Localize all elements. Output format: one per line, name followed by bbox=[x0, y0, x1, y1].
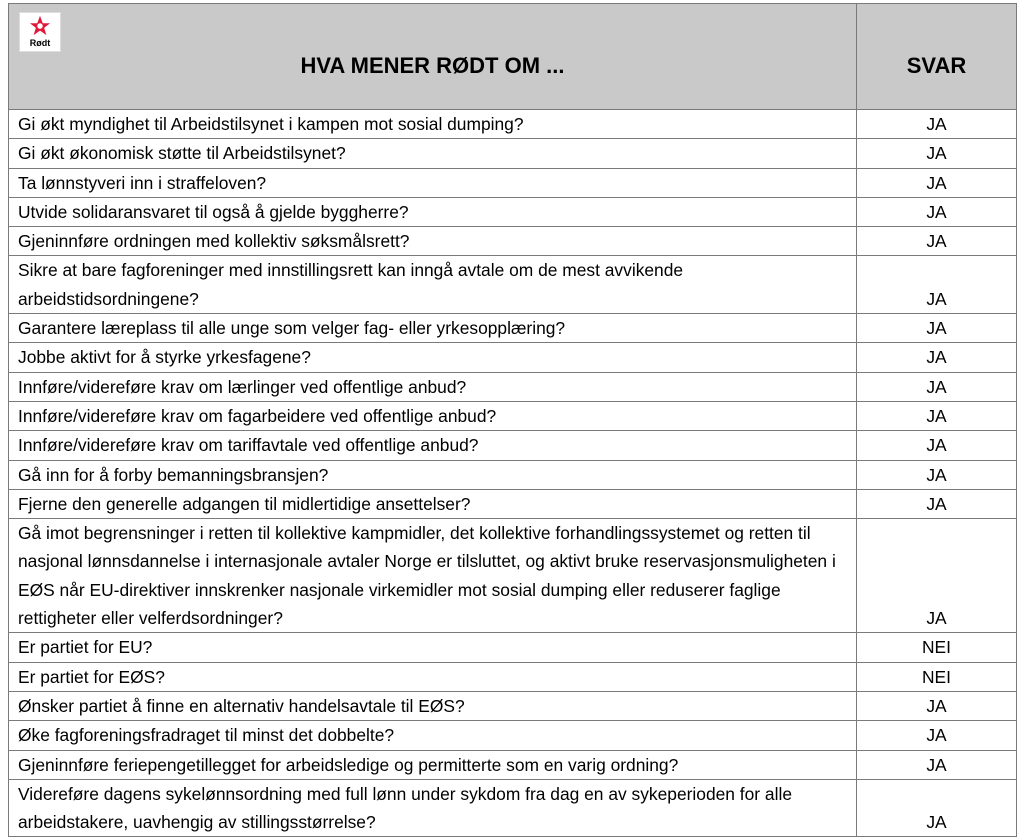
table-row bbox=[9, 110, 1017, 139]
question-cell: Jobbe aktivt for å styrke yrkesfagene? bbox=[9, 343, 857, 372]
table-row bbox=[9, 343, 1017, 372]
table-row bbox=[9, 460, 1017, 489]
answer-cell: JA bbox=[857, 168, 1017, 197]
table-row bbox=[9, 372, 1017, 401]
answer-cell: JA bbox=[857, 314, 1017, 343]
question-cell: Er partiet for EØS? bbox=[9, 662, 857, 691]
table-row bbox=[9, 662, 1017, 691]
table-row bbox=[9, 168, 1017, 197]
table-row bbox=[9, 633, 1017, 662]
question-cell: Gå inn for å forby bemanningsbransjen? bbox=[9, 460, 857, 489]
red-star-icon bbox=[29, 15, 51, 37]
question-column-header bbox=[9, 4, 857, 110]
question-cell: Utvide solidaransvaret til også å gjelde byggherre? bbox=[9, 197, 857, 226]
logo-text: Rødt bbox=[29, 38, 51, 48]
answer-cell: JA bbox=[857, 460, 1017, 489]
table-row bbox=[9, 779, 1017, 837]
table-row bbox=[9, 197, 1017, 226]
question-cell: Sikre at bare fagforeninger med innstillingsrett kan inngå avtale om de mest avvikende arbeidstidsordningene? bbox=[9, 256, 857, 314]
rodt-logo bbox=[19, 12, 61, 52]
table-row bbox=[9, 721, 1017, 750]
question-cell: Innføre/videreføre krav om lærlinger ved offentlige anbud? bbox=[9, 372, 857, 401]
answer-cell: NEI bbox=[857, 633, 1017, 662]
answer-cell: JA bbox=[857, 721, 1017, 750]
question-cell: Gi økt myndighet til Arbeidstilsynet i kampen mot sosial dumping? bbox=[9, 110, 857, 139]
table-row bbox=[9, 314, 1017, 343]
question-column-title: HVA MENER RØDT OM ... bbox=[300, 53, 565, 79]
answer-cell: JA bbox=[857, 431, 1017, 460]
question-cell: Ta lønnstyveri inn i straffeloven? bbox=[9, 168, 857, 197]
table-row bbox=[9, 691, 1017, 720]
question-cell: Innføre/videreføre krav om fagarbeidere ved offentlige anbud? bbox=[9, 401, 857, 430]
table-row bbox=[9, 519, 1017, 633]
table-row bbox=[9, 750, 1017, 779]
table-row bbox=[9, 256, 1017, 314]
answer-cell: JA bbox=[857, 227, 1017, 256]
answer-cell: NEI bbox=[857, 662, 1017, 691]
answer-cell: JA bbox=[857, 401, 1017, 430]
answer-cell: JA bbox=[857, 110, 1017, 139]
question-cell: Gjeninnføre feriepengetillegget for arbeidsledige og permitterte som en varig ordning? bbox=[9, 750, 857, 779]
answer-cell: JA bbox=[857, 139, 1017, 168]
header-row bbox=[9, 4, 1017, 110]
answer-cell: JA bbox=[857, 489, 1017, 518]
answer-cell: JA bbox=[857, 779, 1017, 837]
answer-cell: JA bbox=[857, 256, 1017, 314]
table-row bbox=[9, 431, 1017, 460]
question-cell: Gjeninnføre ordningen med kollektiv søksmålsrett? bbox=[9, 227, 857, 256]
question-cell: Innføre/videreføre krav om tariffavtale ved offentlige anbud? bbox=[9, 431, 857, 460]
table-row bbox=[9, 139, 1017, 168]
table-row bbox=[9, 227, 1017, 256]
answer-cell: JA bbox=[857, 691, 1017, 720]
answer-cell: JA bbox=[857, 372, 1017, 401]
question-cell: Garantere læreplass til alle unge som velger fag- eller yrkesopplæring? bbox=[9, 314, 857, 343]
answer-cell: JA bbox=[857, 519, 1017, 633]
table-row bbox=[9, 401, 1017, 430]
survey-table bbox=[8, 3, 1017, 837]
question-cell: Fjerne den generelle adgangen til midlertidige ansettelser? bbox=[9, 489, 857, 518]
answer-cell: JA bbox=[857, 750, 1017, 779]
answer-column-header bbox=[857, 4, 1017, 110]
table-row bbox=[9, 489, 1017, 518]
question-cell: Ønsker partiet å finne en alternativ handelsavtale til EØS? bbox=[9, 691, 857, 720]
question-cell: Gi økt økonomisk støtte til Arbeidstilsynet? bbox=[9, 139, 857, 168]
question-cell: Videreføre dagens sykelønnsordning med full lønn under sykdom fra dag en av sykeperioden for alle arbeidstakere, uavhengig av stillingsstørrelse? bbox=[9, 779, 857, 837]
question-cell: Er partiet for EU? bbox=[9, 633, 857, 662]
answer-column-title: SVAR bbox=[906, 53, 967, 79]
answer-cell: JA bbox=[857, 197, 1017, 226]
question-cell: Gå imot begrensninger i retten til kollektive kampmidler, det kollektive forhandlingssystemet og retten til nasjonal lønnsdannelse i internasjonale avtaler Norge er tilsluttet, og aktivt bruke reservasjonsmuligheten i EØS når EU-direktiver innskrenker nasjonale virkemidler mot sosial dumping eller reduserer faglige rettigheter eller velferdsordninger? bbox=[9, 519, 857, 633]
answer-cell: JA bbox=[857, 343, 1017, 372]
question-cell: Øke fagforeningsfradraget til minst det dobbelte? bbox=[9, 721, 857, 750]
